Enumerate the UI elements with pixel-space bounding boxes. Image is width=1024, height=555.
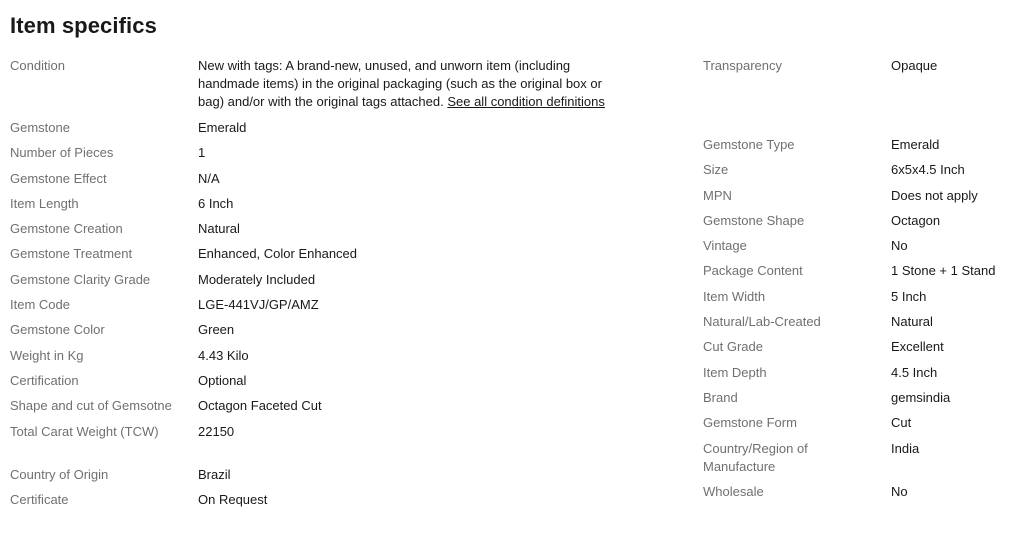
spec-value: Excellent (891, 339, 944, 355)
spec-label: Certification (10, 372, 79, 388)
spec-label: Package Content (703, 263, 803, 279)
spec-value: No (891, 238, 908, 254)
spec-row (10, 347, 650, 365)
spec-value: 4.43 Kilo (198, 347, 249, 363)
spec-row (703, 187, 1020, 205)
spec-label: MPN (703, 187, 732, 203)
spec-row (703, 313, 1020, 331)
spec-label: Item Code (10, 297, 70, 313)
spec-value: 1 Stone + 1 Stand (891, 263, 996, 279)
spec-value: Cut (891, 415, 912, 431)
spec-label: Shape and cut of Gemsotne (10, 398, 172, 414)
spec-label: Natural/Lab-Created (703, 314, 821, 330)
spec-row (10, 195, 650, 213)
spec-label: Gemstone Color (10, 322, 105, 338)
section-title: Item specifics (10, 13, 157, 38)
spec-row (10, 144, 650, 162)
spec-label: Total Carat Weight (TCW) (10, 423, 159, 439)
spec-row (10, 423, 650, 441)
spec-label: Weight in Kg (10, 347, 84, 363)
spec-value: 4.5 Inch (891, 364, 938, 380)
spec-label: Item Length (10, 195, 79, 211)
spec-row (10, 372, 650, 390)
spec-value: Optional (198, 372, 247, 388)
spec-label: Vintage (703, 238, 747, 254)
spec-row (703, 483, 1020, 501)
spec-label: Gemstone Effect (10, 170, 107, 186)
spec-label: Transparency (703, 58, 782, 73)
spec-row (703, 440, 1020, 476)
spec-row (10, 296, 650, 314)
spec-label: Item Depth (703, 364, 767, 380)
spec-row (703, 262, 1020, 280)
spec-label: Gemstone Treatment (10, 246, 133, 262)
spec-value: Natural (198, 221, 240, 237)
spec-value: India (891, 440, 920, 456)
spec-row (703, 57, 1020, 75)
spec-row (703, 237, 1020, 255)
right-specs-column (703, 57, 1020, 508)
spec-value: Brazil (198, 466, 231, 482)
spec-row (703, 212, 1020, 230)
spec-value: Does not apply (891, 187, 978, 203)
spec-label: Number of Pieces (10, 145, 114, 161)
spec-row (10, 271, 650, 289)
spec-row (703, 364, 1020, 382)
spec-label: Brand (703, 389, 738, 405)
spec-label: Cut Grade (703, 339, 763, 355)
spec-row (703, 288, 1020, 306)
spec-row (10, 245, 650, 263)
spec-value: 1 (198, 145, 206, 161)
spec-label: Item Width (703, 288, 766, 304)
spec-row (703, 389, 1020, 407)
left-specs-column (10, 57, 650, 516)
spec-label: Condition (10, 58, 65, 73)
spec-value: Enhanced, Color Enhanced (198, 246, 358, 262)
spec-label: Country/Region of Manufacture (703, 440, 808, 474)
spec-value-condition (198, 57, 618, 111)
spec-value: LGE-441VJ/GP/AMZ (198, 297, 319, 313)
spec-value: Moderately Included (198, 271, 316, 287)
spec-row (10, 491, 650, 509)
spec-row-condition (10, 57, 650, 111)
spec-value: Emerald (198, 120, 247, 135)
spec-label: Country of Origin (10, 466, 109, 482)
spec-value: gemsindia (891, 389, 951, 405)
spec-row (703, 161, 1020, 179)
spec-row (703, 414, 1020, 432)
spec-label: Wholesale (703, 483, 764, 499)
spec-label: Gemstone Clarity Grade (10, 271, 151, 287)
spec-label: Gemstone Type (703, 137, 795, 152)
spec-row (10, 119, 650, 137)
spec-label: Size (703, 162, 729, 178)
spec-row (10, 397, 650, 415)
spec-label: Gemstone (10, 120, 70, 135)
spec-label: Certificate (10, 491, 69, 507)
spec-value: On Request (198, 491, 268, 507)
spec-value: N/A (198, 170, 220, 186)
spec-row (10, 466, 650, 484)
spec-value: Natural (891, 314, 933, 330)
spec-value: 6 Inch (198, 195, 234, 211)
spec-row (10, 170, 650, 188)
condition-description: New with tags: A brand-new, unused, and unworn item (including handmade items) in the original packaging (such as the original box or bag) and/or with the original tags attached. (198, 58, 602, 109)
see-condition-definitions-link[interactable]: See all condition definitions (447, 94, 605, 109)
spec-row (10, 321, 650, 339)
spec-row (703, 338, 1020, 356)
spec-value: 22150 (198, 423, 235, 439)
spec-value: Opaque (891, 58, 938, 73)
spec-value: Green (198, 322, 235, 338)
spec-value: Emerald (891, 137, 940, 152)
spec-label: Gemstone Form (703, 415, 797, 431)
spec-value: 5 Inch (891, 288, 927, 304)
spec-value: Octagon Faceted Cut (198, 398, 322, 414)
spec-value: No (891, 483, 908, 499)
spec-label: Gemstone Creation (10, 221, 123, 237)
item-specifics-section (10, 0, 1020, 555)
spec-value: Octagon (891, 212, 941, 228)
spec-row (703, 136, 1020, 154)
spec-value: 6x5x4.5 Inch (891, 162, 965, 178)
spec-label: Gemstone Shape (703, 212, 805, 228)
spec-row (10, 220, 650, 238)
